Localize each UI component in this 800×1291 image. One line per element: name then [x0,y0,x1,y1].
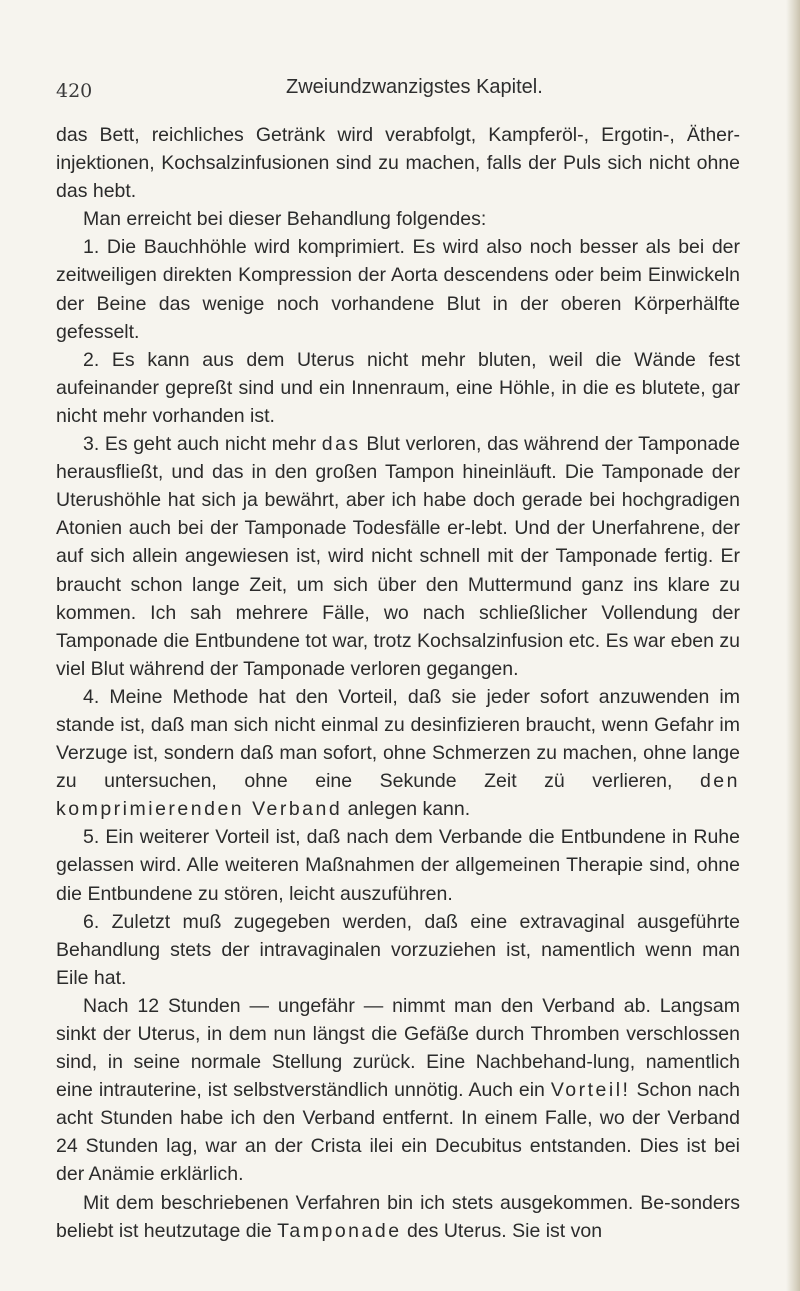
text-run: 1. Die Bauchhöhle wird komprimiert. Es wird also noch besser als bei der zeitweiligen direkten Kompression der Aorta descendens oder beim Einwickeln der Beine das wenige noch vorhandene Blut in der oberen Körperhälfte gefesselt. [56,236,740,343]
page-number: 420 [56,80,93,102]
text-run: Blut verloren, das während der Tamponade herausfließt, und das in den großen Tampon hineinläuft. Die Tamponade der Uterushöhle hat sich ja bewährt, aber ich habe doch gerade bei hochgradigen Atonien auch bei der Tamponade Todesfälle er-lebt. Und der Unerfahrene, der auf sich allein angewiesen ist, wird nicht schnell mit der Tamponade fertig. Er braucht schon lange Zeit, um sich über den Muttermund ganz ins klare zu kommen. Ich sah mehrere Fälle, wo nach schließlicher Vollendung der Tamponade die Entbundene tot war, trotz Kochsalzinfusion etc. Es war eben zu viel Blut während der Tamponade verloren gegangen. [56,433,740,680]
paragraph-point-3 [56,430,740,683]
text-run: 3. Es geht auch nicht mehr [83,433,322,456]
page-header [56,76,756,106]
text-run: das Bett, reichliches Getränk wird verabfolgt, Kampferöl-, Ergotin-, Äther-injektionen, Kochsalzinfusionen sind zu machen, falls der Puls sich nicht ohne das hebt. [56,124,740,203]
paragraph-point-5 [56,823,740,907]
text-run: 6. Zuletzt muß zugegeben werden, daß eine extravaginal ausgeführte Behandlung stets der intravaginalen vorzuziehen ist, namentlich wenn man Eile hat. [56,910,740,989]
text-run: des Uterus. Sie ist von [401,1219,603,1242]
text-run: 4. Meine Methode hat den Vorteil, daß sie jeder sofort anzuwenden im stande ist, daß man sich nicht einmal zu desinfizieren braucht, wenn Gefahr im Verzuge ist, sondern daß man sofort, ohne Schmerzen zu machen, ohne lange zu untersuchen, ohne eine Sekunde Zeit zü verlieren, [56,685,740,793]
paragraph-removal [56,992,740,1189]
text-run: 5. Ein weiterer Vorteil ist, daß nach dem Verbande die Entbundene in Ruhe gelassen wird. Alle weiteren Maßnahmen der allgemeinen Therapie sind, ohne die Entbundene zu stören, leicht auszuführen. [56,826,740,905]
paragraph-point-2 [56,346,740,430]
running-title: Zweiundzwanzigstes Kapitel. [286,76,543,98]
paragraph-intro [56,205,740,233]
text-run: Nach 12 Stunden — ungefähr — nimmt man den Verband ab. Langsam sinkt der Uterus, in dem nun längst die Gefäße durch Thromben verschlossen sind, in seine normale Stellung zurück. Eine Nachbehand-lung, namentlich eine intrauterine, ist selbstverständlich unnötig. Auch ein [56,994,740,1102]
page-edge-shadow [786,0,800,1291]
paragraph-point-4 [56,683,740,823]
text-run: anlegen kann. [342,798,471,821]
text-run: Schon nach acht Stunden habe ich den Verband entfernt. In einem Falle, wo der Verband 24 Stunden lag, war an der Crista ilei ein Decubitus entstanden. Dies ist bei der Anämie erklärlich. [56,1079,740,1186]
text-run: Mit dem beschriebenen Verfahren bin ich stets ausgekommen. Be-sonders beliebt ist heutzutage die [56,1191,740,1242]
emphasized-text: Vorteil! [550,1079,631,1102]
text-run: 2. Es kann aus dem Uterus nicht mehr bluten, weil die Wände fest aufeinander gepreßt sind und ein Innenraum, eine Höhle, in die es blutete, gar nicht mehr vorhanden ist. [56,348,740,427]
emphasized-text: den komprimierenden Verband [56,770,740,821]
body-text [56,121,740,1245]
emphasized-text: das [321,433,361,456]
paragraph-point-1 [56,233,740,345]
paragraph-point-6 [56,908,740,992]
paragraph-continuation [56,121,740,205]
text-run: Man erreicht bei dieser Behandlung folgendes: [83,208,487,231]
emphasized-text: Tamponade [277,1219,402,1242]
paragraph-closing [56,1189,740,1245]
